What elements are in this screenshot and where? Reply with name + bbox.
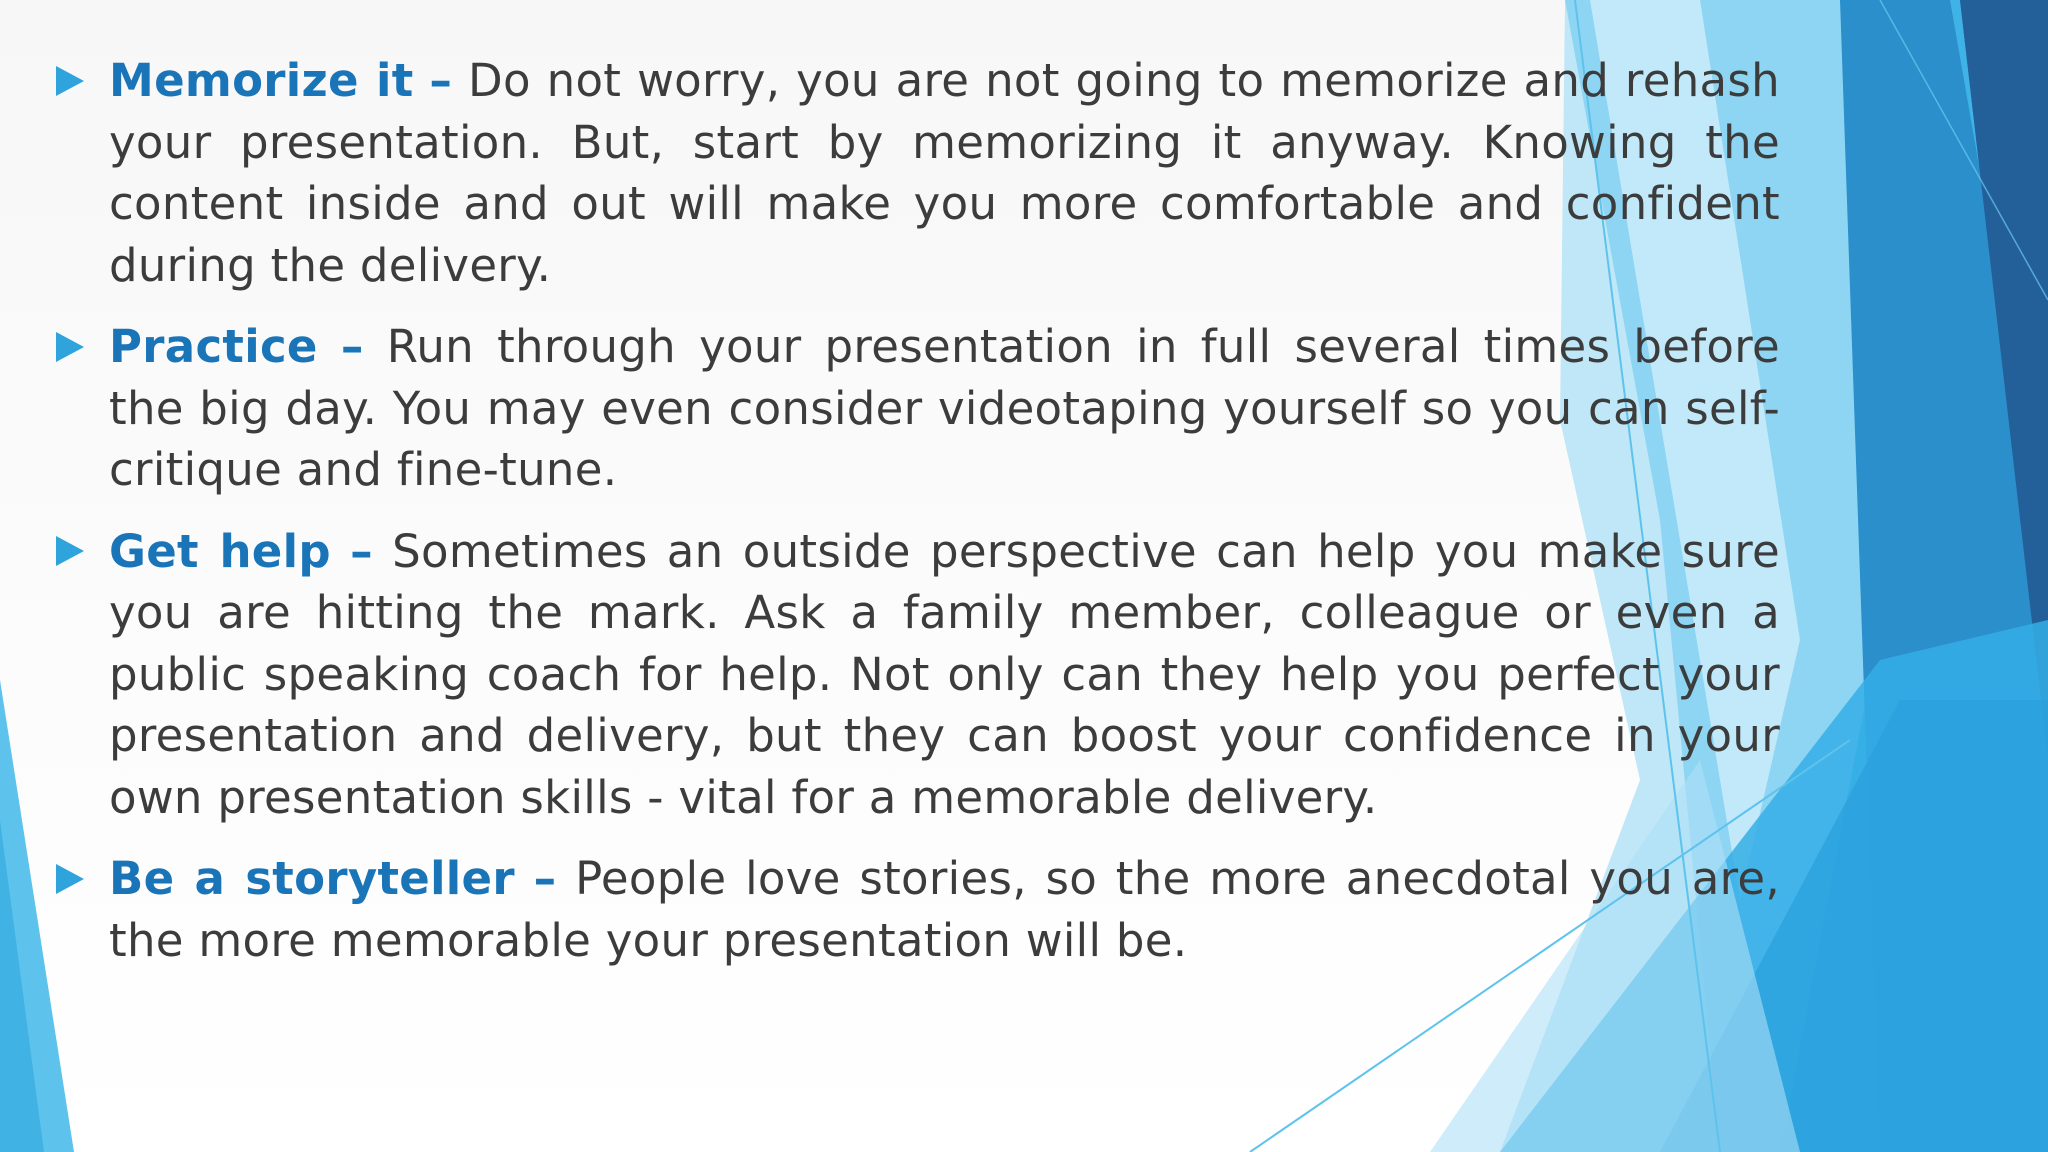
bullet-separator: – <box>340 320 364 373</box>
bullet-separator: – <box>429 54 453 107</box>
bullet-body: People love stories, so the more anecdotal you are, the more memorable your presentation will be. <box>109 852 1780 967</box>
bullet-body: Sometimes an outside perspective can help you make sure you are hitting the mark. Ask a family member, colleague or even a public speaking coach for help. Not only can they help you perfect your presentation and delivery, but they can boost your confidence in your own presentation skills - vital for a memorable delivery. <box>109 524 1780 824</box>
triangle-right-icon <box>54 50 109 111</box>
bullet-text <box>109 848 1780 971</box>
bullet-text <box>109 316 1780 501</box>
bullet-separator: – <box>350 524 373 578</box>
bullet-item-memorize <box>54 50 1780 296</box>
bullet-text <box>109 521 1780 829</box>
bullet-text <box>109 50 1780 296</box>
bullet-item-storyteller <box>54 848 1780 971</box>
triangle-right-icon <box>54 848 109 909</box>
bullet-item-get-help <box>54 521 1780 829</box>
bullet-body: Run through your presentation in full several times before the big day. You may even consider videotaping yourself so you can self-critique and fine-tune. <box>109 320 1781 496</box>
bullet-list <box>54 50 1780 991</box>
bullet-term: Practice <box>109 320 318 373</box>
bullet-term: Be a storyteller <box>109 852 515 905</box>
triangle-right-icon <box>54 521 109 582</box>
bullet-separator: – <box>533 852 557 905</box>
bullet-term: Memorize it <box>109 54 414 107</box>
bullet-term: Get help <box>109 524 331 578</box>
bullet-item-practice <box>54 316 1780 501</box>
bullet-body: Do not worry, you are not going to memorize and rehash your presentation. But, start by memorizing it anyway. Knowing the content inside and out will make you more comfortable and confident during the delivery. <box>109 54 1780 292</box>
triangle-right-icon <box>54 316 109 377</box>
